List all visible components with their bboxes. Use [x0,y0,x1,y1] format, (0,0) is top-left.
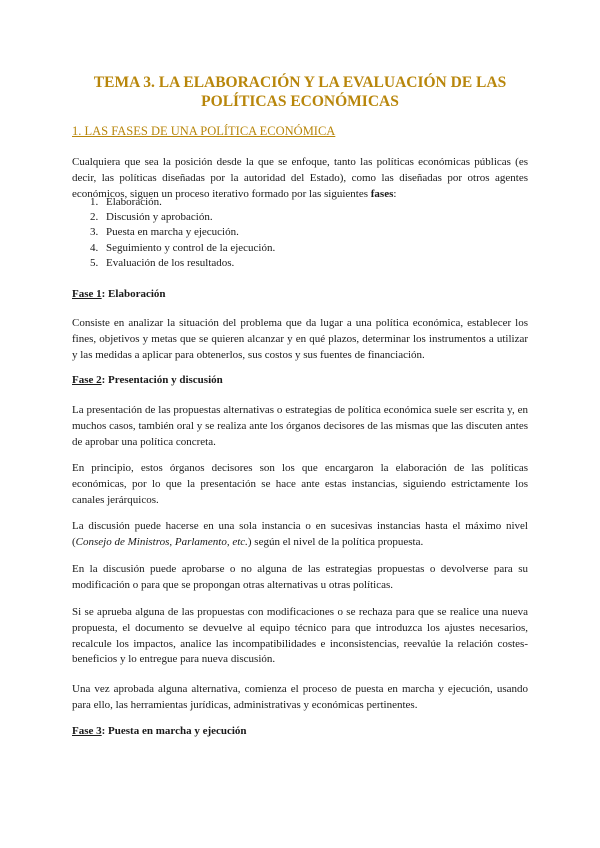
list-item [90,195,275,210]
list-label: Seguimiento y control de la ejecución. [106,241,276,254]
list-item [90,210,275,225]
list-label: Discusión y aprobación. [106,211,213,224]
list-label: Evaluación de los resultados. [106,256,235,269]
title-line-2: POLÍTICAS ECONÓMICAS [201,93,399,110]
list-number: 1. [90,196,99,208]
fase2-p3-a: La discusión puede hacerse en una sola instancia o en sucesivas instancias hasta el máximo nivel ( [72,520,528,548]
fase2-p3-italic: Consejo de Ministros, Parlamento, etc. [75,535,248,548]
fase2-p3-b: ) según el nivel de la política propuesta. [247,535,424,548]
fase2-label: Fase 2 [72,374,102,386]
list-item [90,256,275,271]
section-heading: 1. LAS FASES DE UNA POLÍTICA ECONÓMICA [72,124,336,138]
fase3-label: Fase 3 [72,725,102,737]
list-item [90,225,275,240]
fase3-heading [72,725,247,737]
fase1-heading [72,288,166,300]
list-label: Elaboración. [106,196,162,208]
fase2-paragraph-2: En principio, estos órganos decisores son los que encargaron la elaboración de las políticas económicas, por lo que la presentación se hace ante estas instancias, siguiendo estrictamente los canales jerárquicos. [72,462,528,506]
list-number: 4. [90,241,99,254]
list-number: 3. [90,226,99,239]
phases-list [90,195,275,271]
intro-text: Cualquiera que sea la posición desde la que se enfoque, tanto las políticas económicas públicas (es decir, las políticas diseñadas por la autoridad del Estado), como las diseñadas por otros agentes económicos, siguen un proceso iterativo formado por las siguientes [72,156,528,200]
document-title [72,73,528,111]
fase1-label: Fase 1 [72,288,102,300]
fase2-paragraph-5: Si se aprueba alguna de las propuestas con modificaciones o se rechaza para que se realice una nueva propuesta, el documento se devuelve al equipo técnico para que introduzca los ajustes necesarios, recalcule los impactos, analice las incompatibilidades e inconsistencias, reevalúe la relación costes-beneficios y lo entregue para nueva discusión. [72,606,528,666]
list-number: 5. [90,256,99,269]
fase2-paragraph-1: La presentación de las propuestas alternativas o estrategias de política económica suele ser escrita y, en muchos casos, también oral y se realiza ante los órganos decisores de las mismas que las discuten antes de aprobar una política concreta. [72,404,528,448]
list-number: 2. [90,211,99,224]
fase1-title: : Elaboración [101,288,166,300]
list-label: Puesta en marcha y ejecución. [106,226,239,239]
intro-end: : [393,187,397,200]
fase2-title: : Presentación y discusión [101,374,223,386]
fase1-paragraph: Consiste en analizar la situación del problema que da lugar a una política económica, establecer los fines, objetivos y metas que se quieren alcanzar y en qué plazos, determinar los instrumentos a utilizar y las medidas a aplicar para obtenerlos, sus costos y sus fuentes de financiación. [72,317,528,361]
fase2-heading [72,374,223,386]
fase2-paragraph-3 [72,519,528,551]
intro-bold: fases [370,187,394,200]
list-item [90,241,275,256]
fase3-title: : Puesta en marcha y ejecución [101,725,247,737]
fase2-paragraph-4: En la discusión puede aprobarse o no alguna de las estrategias propuestas o devolverse para su modificación o para que se propongan otras alternativas u otras políticas. [72,563,528,591]
fase2-paragraph-6: Una vez aprobada alguna alternativa, comienza el proceso de puesta en marcha y ejecución, usando para ello, las herramientas jurídicas, administrativas y económicas pertinentes. [72,683,528,711]
title-line-1: TEMA 3. LA ELABORACIÓN Y LA EVALUACIÓN DE LAS [93,74,507,91]
